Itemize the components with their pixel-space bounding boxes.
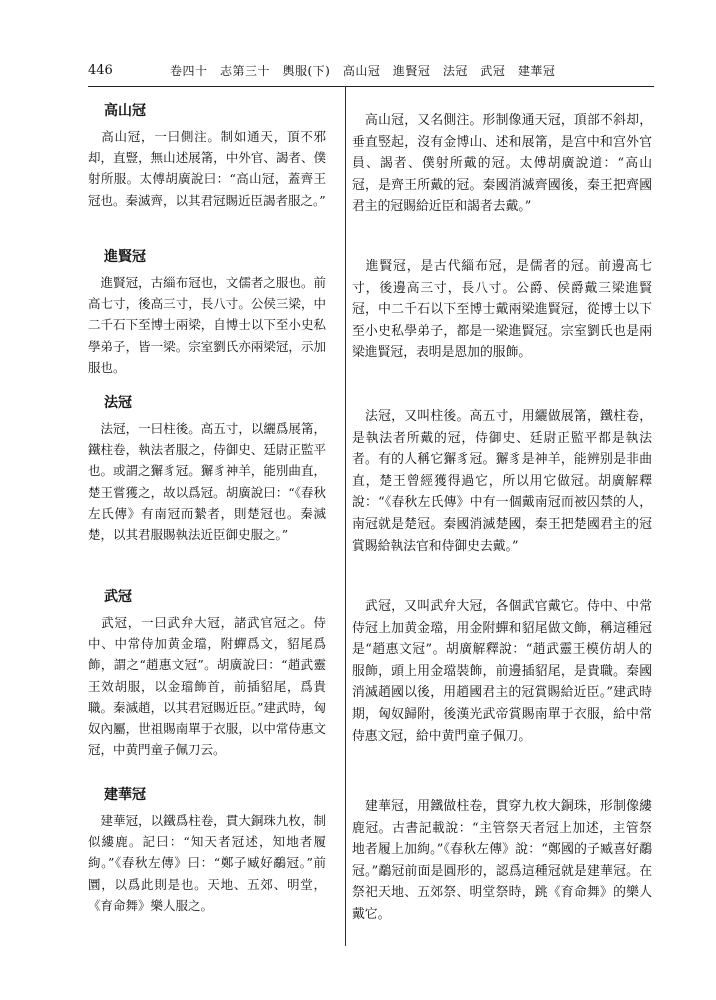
page-header	[88, 60, 654, 84]
section-title: 法冠	[104, 395, 132, 411]
section-wu	[88, 586, 326, 760]
section-title: 高山冠	[104, 103, 146, 119]
original-text: 建華冠，以鐵爲柱卷，貫大銅珠九枚，制似縷鹿。記曰：“知天者冠述，知地者履絇。”《春秋左傳》曰：“鄭子臧好鷸冠。”前圜，以爲此則是也。天地、五郊、明堂，《育命舞》樂人服之。	[88, 813, 326, 913]
section-title: 進賢冠	[104, 249, 146, 265]
section-title: 武冠	[104, 589, 132, 605]
header-rule	[88, 86, 654, 87]
original-text: 進賢冠，古緇布冠也，文儒者之服也。前高七寸，後高三寸，長八寸。公侯三梁，中二千石下至博士兩梁，自博士以下至小史私學弟子，皆一梁。宗室劉氏亦兩梁冠，示加服也。	[88, 275, 326, 375]
translation-wu: 武冠，又叫武弁大冠，各個武官戴它。侍中、中常侍冠上加黄金璫，用金附蟬和貂尾做文飾，稱這種冠是“趙惠文冠”。胡廣解釋說：“趙武靈王模仿胡人的服飾，頭上用金璫裝飾，前邊插貂尾，是貴職。秦國消滅趙國以後，用趙國君主的冠賞賜給近臣。”建武時期，匈奴歸附，後漢光武帝賞賜南單于衣服，給中常侍惠文冠，給中黄門童子佩刀。	[352, 599, 652, 744]
section-fa	[88, 392, 326, 545]
section-gaoshan	[88, 100, 326, 211]
translation-gaoshan: 高山冠，又名側注。形制像通天冠，頂部不斜却，垂直竪起，沒有金博山、述和展筩，是宫中和宫外官員、謁者、僕射所戴的冠。太傅胡廣說道：“高山冠，是齊王所戴的冠。秦國消滅齊國後，秦王把齊國君主的冠賜給近臣和謁者去戴。”	[352, 113, 652, 215]
page-number: 446	[88, 63, 113, 78]
section-jinxian	[88, 246, 326, 378]
original-text: 武冠，一曰武弁大冠，諸武官冠之。侍中、中常侍加黄金璫，附蟬爲文，貂尾爲飾，謂之“趙惠文冠”。胡廣說曰：“趙武靈王效胡服，以金璫飾首，前插貂尾，爲貴職。秦滅趙，以其君冠賜近臣。”建武時，匈奴內屬，世祖賜南單于衣服，以中常侍惠文冠，中黄門童子佩刀云。	[88, 615, 326, 758]
section-title: 建華冠	[104, 787, 146, 803]
original-text: 法冠，一曰柱後。高五寸，以纚爲展筩，鐵柱卷，執法者服之，侍御史、廷尉正監平也。或謂之獬豸冠。獬豸神羊，能別曲直，楚王嘗獲之，故以爲冠。胡廣說曰：“《春秋左氏傳》有南冠而縶者，則楚冠也。秦滅楚，以其君服賜執法近臣御史服之。”	[88, 421, 326, 543]
translation-jianhua: 建華冠，用鐵做柱卷，貫穿九枚大銅珠，形制像縷鹿冠。古書記載說：“主管祭天者冠上加述，主管祭地者履上加絇。”《春秋左傳》說：“鄭國的子臧喜好鷸冠。”鷸冠前面是圓形的，認爲這種冠就是建華冠。在祭祀天地、五郊祭、明堂祭時，跳《育命舞》的樂人戴它。	[352, 799, 652, 922]
original-text: 高山冠，一曰側注。制如通天，頂不邪却，直豎，無山述展筩，中外官、謁者、僕射所服。太傅胡廣說曰：“高山冠，蓋齊王冠也。秦滅齊，以其君冠賜近臣謁者服之。”	[88, 129, 326, 208]
section-jianhua	[88, 784, 326, 916]
running-title: 卷四十 志第三十 輿服(下) 高山冠 進賢冠 法冠 武冠 建華冠	[170, 64, 556, 78]
column-divider	[345, 86, 346, 946]
translation-fa: 法冠，又叫柱後。高五寸，用纚做展筩，鐵柱卷，是執法者所戴的冠，侍御史、廷尉正監平都是執法者。有的人稱它獬豸冠。獬豸是神羊，能辨别是非曲直，楚王曾經獲得過它，所以用它做冠。胡廣解釋說：“《春秋左氏傳》中有一個戴南冠而被囚禁的人，南冠就是楚冠。秦國消滅楚國，秦王把楚國君主的冠賞賜給執法官和侍御史去戴。”	[352, 409, 652, 554]
translation-jinxian: 進賢冠，是古代緇布冠，是儒者的冠。前邊高七寸，後邊高三寸，長八寸。公爵、侯爵戴三梁進賢冠，中二千石以下至博士戴兩梁進賢冠，從博士以下至小史私學弟子，都是一梁進賢冠。宗室劉氏也是兩梁進賢冠，表明是恩加的服飾。	[352, 259, 652, 361]
